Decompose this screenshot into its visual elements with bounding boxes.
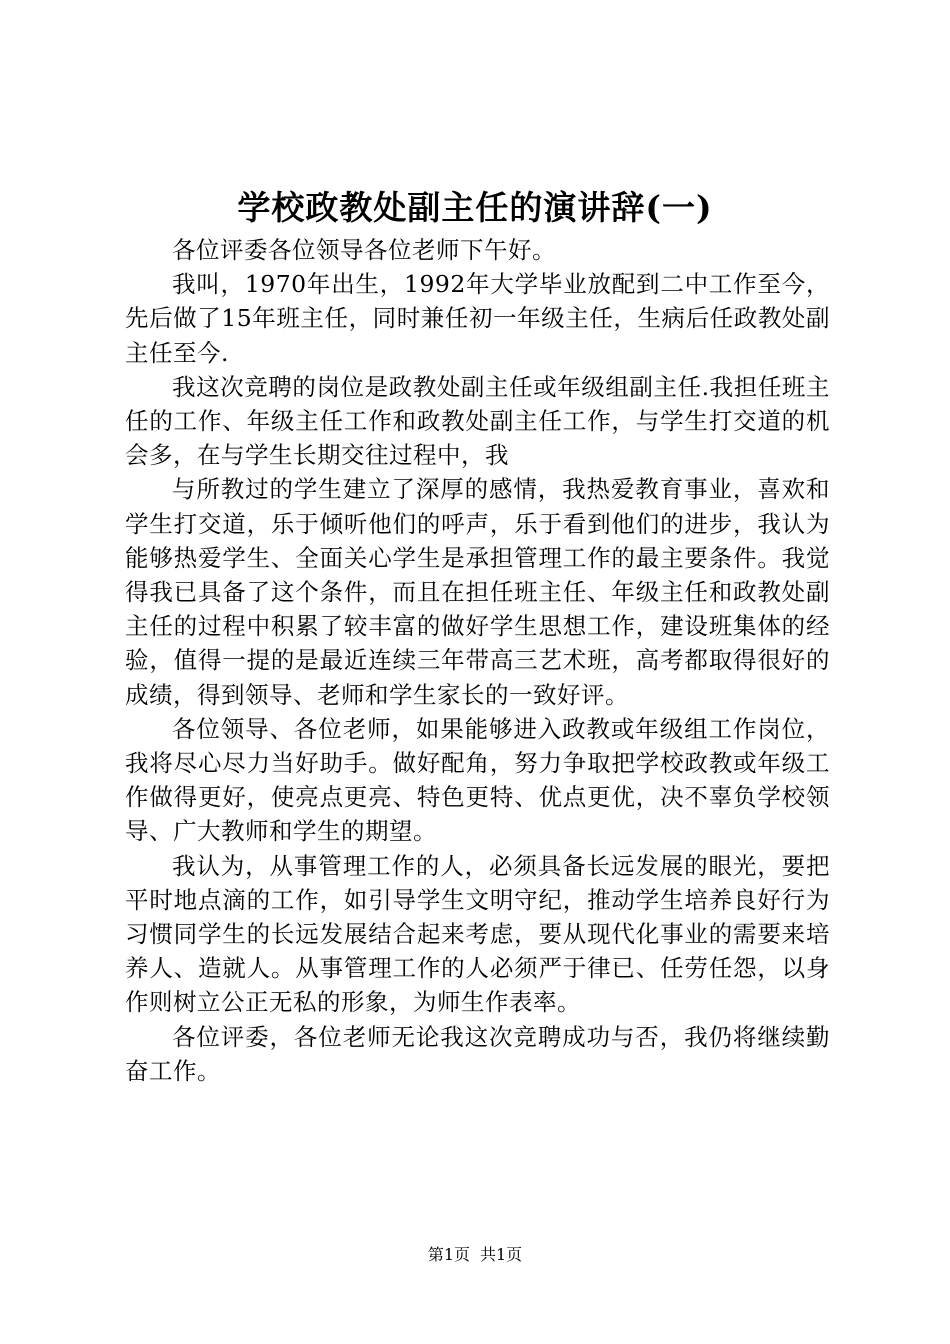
page-total: 共1页 [480, 1245, 523, 1264]
document-body [125, 233, 830, 1088]
paragraph-greeting: 各位评委各位领导各位老师下午好。 [172, 236, 556, 264]
paragraph-commitment: 各位领导、各位老师，如果能够进入政教或年级组工作岗位，我将尽心尽力当好助手。做好配角，努力争取把学校政教或年级工作做得更好，使亮点更亮、特色更特、优点更优，决不辜负学校领导、广大教师和学生的期望。 [125, 714, 830, 846]
paragraph-position: 我这次竞聘的岗位是政教处副主任或年级组副主任.我担任班主任的工作、年级主任工作和政教处副主任工作，与学生打交道的机会多，在与学生长期交往过程中，我 [125, 372, 830, 470]
paragraph-qualifications: 与所教过的学生建立了深厚的感情，我热爱教育事业，喜欢和学生打交道，乐于倾听他们的呼声，乐于看到他们的进步，我认为能够热爱学生、全面关心学生是承担管理工作的最主要条件。我觉得我已具备了这个条件，而且在担任班主任、年级主任和政教处副主任的过程中积累了较丰富的做好学生思想工作，建设班集体的经验，值得一提的是最近连续三年带高三艺术班，高考都取得很好的成绩，得到领导、老师和学生家长的一致好评。 [125, 475, 830, 709]
paragraph-philosophy: 我认为，从事管理工作的人，必须具备长远发展的眼光，要把平时地点滴的工作，如引导学生文明守纪，推动学生培养良好行为习惯同学生的长远发展结合起来考虑，要从现代化事业的需要来培养人、造就人。从事管理工作的人必须严于律已、任劳任怨，以身作则树立公正无私的形象，为师生作表率。 [125, 851, 830, 1017]
document-title: 学校政教处副主任的演讲辞(一) [237, 188, 713, 227]
paragraph-introduction: 我叫，1970年出生，1992年大学毕业放配到二中工作至今，先后做了15年班主任，同时兼任初一年级主任，生病后任政教处副主任至今. [125, 270, 830, 367]
page-number: 第1页 [427, 1245, 470, 1264]
paragraph-closing: 各位评委，各位老师无论我这次竞聘成功与否，我仍将继续勤奋工作。 [125, 1022, 830, 1085]
page-footer [0, 1244, 950, 1266]
